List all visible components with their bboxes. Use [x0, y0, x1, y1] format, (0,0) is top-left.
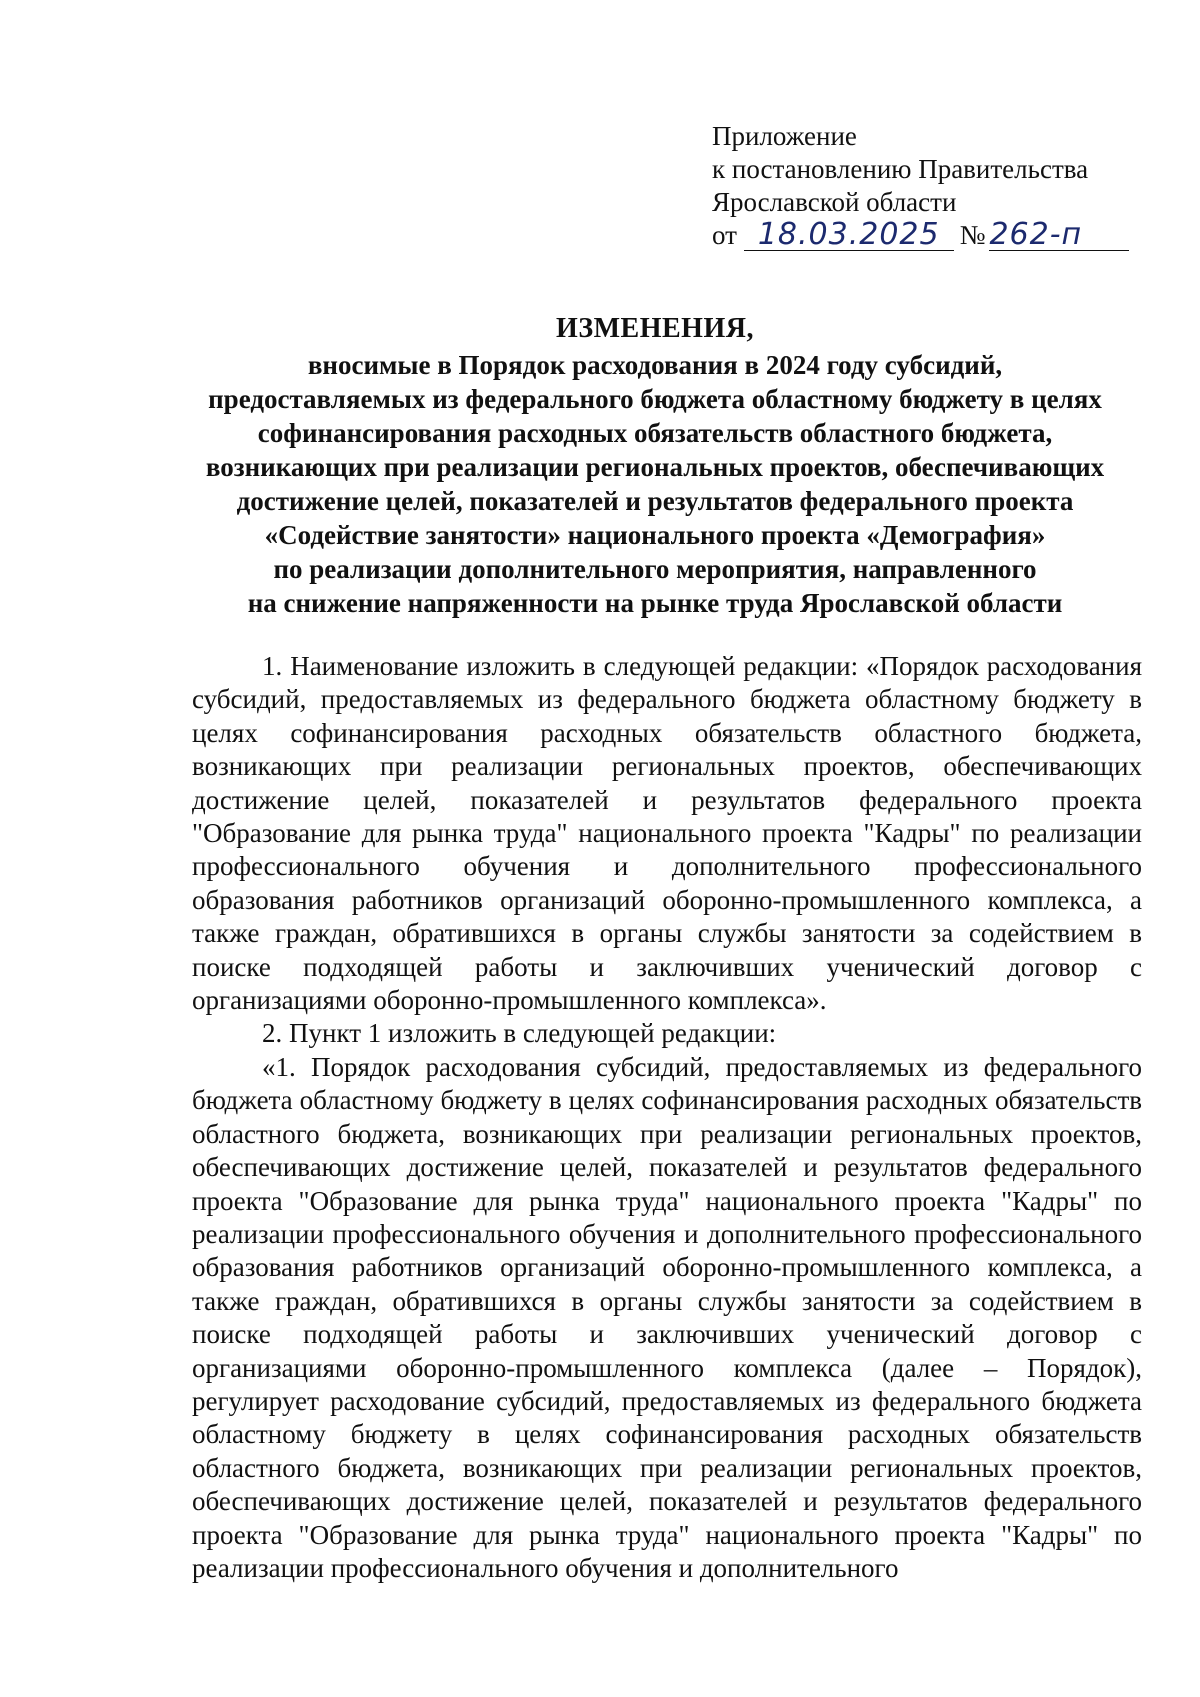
title-line: возникающих при реализации региональных проектов, обеспечивающих — [205, 452, 1105, 482]
document-title — [170, 312, 1140, 620]
date-prefix: от — [712, 220, 737, 250]
number-field — [989, 217, 1129, 252]
paragraph-1: 1. Наименование изложить в следующей редакции: «Порядок расходования субсидий, предоставляемых из федерального бюджета областному бюджету в целях софинансирования расходных обязательств областного бюджета, возникающих при реализации региональных проектов, обеспечивающих достижение целей, показателей и результатов федерального проекта "Образование для рынка труда" национального проекта "Кадры" по реализации профессионального обучения и дополнительного профессионального образования работников организаций оборонно-промышленного комплекса, а также граждан, обратившихся в органы службы занятости за содействием в поиске подходящей работы и заключивших ученический договор с организациями оборонно-промышленного комплекса». — [192, 651, 1142, 1016]
title-line: по реализации дополнительного мероприятия, направленного — [273, 554, 1037, 584]
appendix-reference: к постановлению Правительства — [712, 154, 1089, 184]
handwritten-date: 18.03.2025 — [757, 217, 940, 252]
title-line: софинансирования расходных обязательств областного бюджета, — [257, 418, 1053, 448]
title-heading: ИЗМЕНЕНИЯ, — [556, 313, 754, 344]
title-line: достижение целей, показателей и результатов федерального проекта — [236, 486, 1074, 516]
title-line: на снижение напряженности на рынке труда Ярославской области — [247, 588, 1063, 618]
date-number-row — [712, 219, 1172, 252]
title-line: «Содействие занятости» национального проекта «Демография» — [264, 520, 1046, 550]
appendix-label: Приложение — [712, 121, 857, 151]
paragraph-2: 2. Пункт 1 изложить в следующей редакции: — [262, 1018, 777, 1049]
number-prefix: № — [959, 220, 986, 250]
paragraph-3: «1. Порядок расходования субсидий, предоставляемых из федерального бюджета областному бюджету в целях софинансирования расходных обязательств областного бюджета, возникающих при реализации региональных проектов, обеспечивающих достижение целей, показателей и результатов федерального проекта "Образование для рынка труда" национального проекта "Кадры" по реализации профессионального обучения и дополнительного профессионального образования работников организаций оборонно-промышленного комплекса, а также граждан, обратившихся в органы службы занятости за содействием в поиске подходящей работы и заключивших ученический договор с организациями оборонно-промышленного комплекса (далее – Порядок), регулирует расходование субсидий, предоставляемых из федерального бюджета областному бюджету в целях софинансирования расходных обязательств областного бюджета, возникающих при реализации региональных проектов, обеспечивающих достижение целей, показателей и результатов федерального проекта "Образование для рынка труда" национального проекта "Кадры" по реализации профессионального обучения и дополнительного — [192, 1051, 1142, 1583]
title-line: предоставляемых из федерального бюджета областному бюджету в целях — [208, 384, 1102, 414]
date-field — [744, 217, 954, 252]
appendix-region: Ярославской области — [712, 187, 957, 217]
handwritten-number: 262-п — [989, 217, 1083, 252]
document-body — [192, 650, 1142, 1585]
title-line: вносимые в Порядок расходования в 2024 году субсидий, — [307, 350, 1003, 380]
appendix-header — [712, 120, 1172, 252]
